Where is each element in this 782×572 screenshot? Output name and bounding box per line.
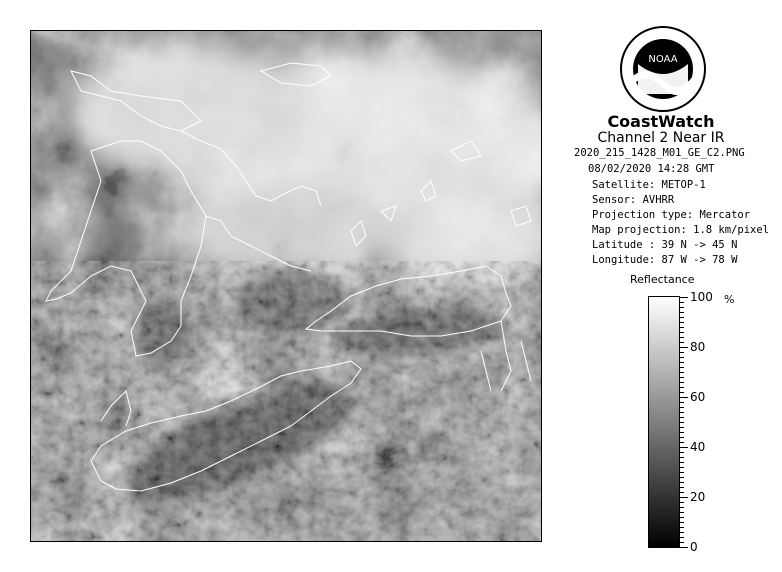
colorbar-minor-tick (680, 387, 684, 388)
satellite-label: Satellite: METOP-1 (592, 179, 706, 191)
colorbar-minor-tick (680, 407, 684, 408)
noaa-logo (618, 24, 708, 114)
colorbar-label: Reflectance (630, 273, 695, 286)
colorbar-minor-tick (680, 442, 684, 443)
projection-type-label: Projection type: Mercator (592, 209, 751, 221)
colorbar-minor-tick (680, 332, 684, 333)
colorbar-minor-tick (680, 317, 684, 318)
colorbar-tick (680, 297, 688, 298)
colorbar-minor-tick (680, 542, 684, 543)
colorbar-minor-tick (680, 367, 684, 368)
colorbar-minor-tick (680, 517, 684, 518)
colorbar-minor-tick (680, 377, 684, 378)
channel-subtitle: Channel 2 Near IR (597, 130, 725, 146)
colorbar-minor-tick (680, 312, 684, 313)
satellite-image (31, 31, 542, 542)
colorbar-tick (680, 497, 688, 498)
colorbar-tick-label: 40 (690, 440, 706, 454)
colorbar-minor-tick (680, 352, 684, 353)
colorbar-minor-tick (680, 307, 684, 308)
colorbar-minor-tick (680, 452, 684, 453)
colorbar-tick (680, 547, 688, 548)
colorbar (648, 296, 680, 548)
colorbar-minor-tick (680, 412, 684, 413)
noaa-logo-text: NOAA (648, 54, 678, 65)
colorbar-minor-tick (680, 467, 684, 468)
colorbar-minor-tick (680, 532, 684, 533)
sensor-label: Sensor: AVHRR (592, 194, 675, 206)
colorbar-tick-label: 100 (690, 290, 713, 304)
colorbar-tick (680, 397, 688, 398)
app-title: CoastWatch (607, 112, 715, 131)
scattered-clouds (31, 261, 542, 542)
colorbar-minor-tick (680, 327, 684, 328)
colorbar-minor-tick (680, 402, 684, 403)
colorbar-minor-tick (680, 482, 684, 483)
map-projection-label: Map projection: 1.8 km/pixel (592, 224, 770, 236)
colorbar-minor-tick (680, 472, 684, 473)
colorbar-minor-tick (680, 322, 684, 323)
colorbar-minor-tick (680, 417, 684, 418)
colorbar-minor-tick (680, 457, 684, 458)
colorbar-tick-label: 80 (690, 340, 706, 354)
colorbar-tick-label: 0 (690, 540, 698, 554)
colorbar-minor-tick (680, 512, 684, 513)
colorbar-minor-tick (680, 427, 684, 428)
colorbar-tick-label: 20 (690, 490, 706, 504)
colorbar-minor-tick (680, 372, 684, 373)
image-filename: 2020_215_1428_M01_GE_C2.PNG (574, 147, 745, 159)
colorbar-minor-tick (680, 487, 684, 488)
colorbar-minor-tick (680, 502, 684, 503)
colorbar-minor-tick (680, 527, 684, 528)
latitude-label: Latitude : 39 N -> 45 N (592, 239, 738, 251)
colorbar-unit: % (724, 293, 735, 306)
colorbar-minor-tick (680, 522, 684, 523)
colorbar-minor-tick (680, 422, 684, 423)
image-datetime: 08/02/2020 14:28 GMT (588, 163, 715, 175)
colorbar-minor-tick (680, 462, 684, 463)
colorbar-minor-tick (680, 477, 684, 478)
colorbar-minor-tick (680, 382, 684, 383)
colorbar-minor-tick (680, 537, 684, 538)
colorbar-minor-tick (680, 357, 684, 358)
colorbar-minor-tick (680, 432, 684, 433)
colorbar-minor-tick (680, 507, 684, 508)
colorbar-minor-tick (680, 342, 684, 343)
colorbar-minor-tick (680, 302, 684, 303)
colorbar-minor-tick (680, 362, 684, 363)
colorbar-minor-tick (680, 392, 684, 393)
colorbar-tick (680, 447, 688, 448)
colorbar-tick-label: 60 (690, 390, 706, 404)
colorbar-minor-tick (680, 492, 684, 493)
colorbar-minor-tick (680, 437, 684, 438)
colorbar-minor-tick (680, 337, 684, 338)
colorbar-tick (680, 347, 688, 348)
info-panel (556, 14, 776, 564)
longitude-label: Longitude: 87 W -> 78 W (592, 254, 738, 266)
satellite-map (30, 30, 542, 542)
